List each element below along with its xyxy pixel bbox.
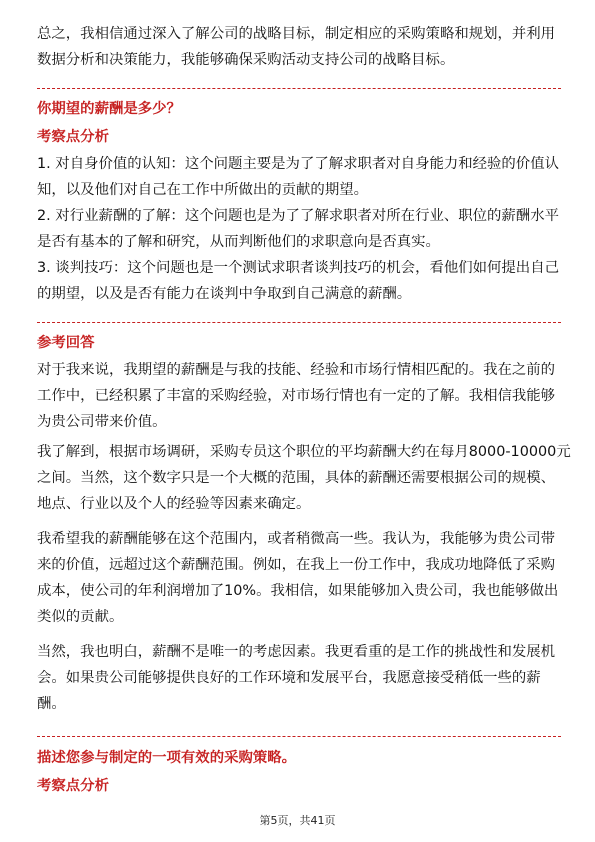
- analysis-line-2: 知，以及他们对自己在工作中所做出的贡献的期望。: [37, 182, 368, 198]
- answer-line-12: 会。如果贵公司能够提供良好的工作环境和发展平台，我愿意接受稍低一些的薪: [37, 670, 541, 686]
- answer-line-3: 为贵公司带来价值。: [37, 414, 167, 430]
- answer-line-11: 当然，我也明白，薪酬不是唯一的考虑因素。我更看重的是工作的挑战性和发展机: [37, 644, 556, 660]
- question-title: 你期望的薪酬是多少？: [37, 101, 181, 117]
- section-divider: [37, 88, 561, 89]
- section-divider: [37, 736, 561, 737]
- analysis-heading: 考察点分析: [37, 129, 109, 145]
- answer-heading: 参考回答: [37, 335, 95, 351]
- analysis-line-5: 3. 谈判技巧：这个问题也是一个测试求职者谈判技巧的机会，看他们如何提出自己: [37, 260, 559, 276]
- answer-line-6: 地点、行业以及个人的经验等因素来确定。: [37, 496, 311, 512]
- section-divider: [37, 322, 561, 323]
- answer-line-1: 对于我来说，我期望的薪酬是与我的技能、经验和市场行情相匹配的。我在之前的: [37, 362, 556, 378]
- analysis-line-1: 1. 对自身价值的认知：这个问题主要是为了了解求职者对自身能力和经验的价值认: [37, 156, 559, 172]
- analysis-line-4: 是否有基本的了解和研究，从而判断他们的求职意向是否真实。: [37, 234, 440, 250]
- answer-line-7: 我希望我的薪酬能够在这个范围内，或者稍微高一些。我认为，我能够为贵公司带: [37, 531, 556, 547]
- answer-line-13: 酬。: [37, 696, 66, 712]
- answer-line-2: 工作中，已经积累了丰富的采购经验，对市场行情也有一定的了解。我相信我能够: [37, 388, 556, 404]
- analysis-heading-2: 考察点分析: [37, 778, 109, 794]
- answer-line-8: 来的价值，远超过这个薪酬范围。例如，在我上一份工作中，我成功地降低了采购: [37, 557, 556, 573]
- answer-line-5: 之间。当然，这个数字只是一个大概的范围，具体的薪酬还需要根据公司的规模、: [37, 470, 556, 486]
- analysis-line-3: 2. 对行业薪酬的了解：这个问题也是为了了解求职者对所在行业、职位的薪酬水平: [37, 208, 559, 224]
- answer-line-4: 我了解到，根据市场调研，采购专员这个职位的平均薪酬大约在每月8000-10000元: [37, 444, 571, 460]
- analysis-line-6: 的期望，以及是否有能力在谈判中争取到自己满意的薪酬。: [37, 286, 412, 302]
- intro-line-2: 数据分析和决策能力，我能够确保采购活动支持公司的战略目标。: [37, 52, 455, 68]
- answer-line-9: 成本，使公司的年利润增加了10%。我相信，如果能够加入贵公司，我也能够做出: [37, 583, 559, 599]
- page-footer: 第5页，共41页: [259, 814, 336, 827]
- answer-line-10: 类似的贡献。: [37, 609, 124, 625]
- question-title-2: 描述您参与制定的一项有效的采购策略。: [37, 750, 297, 766]
- intro-line-1: 总之，我相信通过深入了解公司的战略目标，制定相应的采购策略和规划，并利用: [37, 26, 556, 42]
